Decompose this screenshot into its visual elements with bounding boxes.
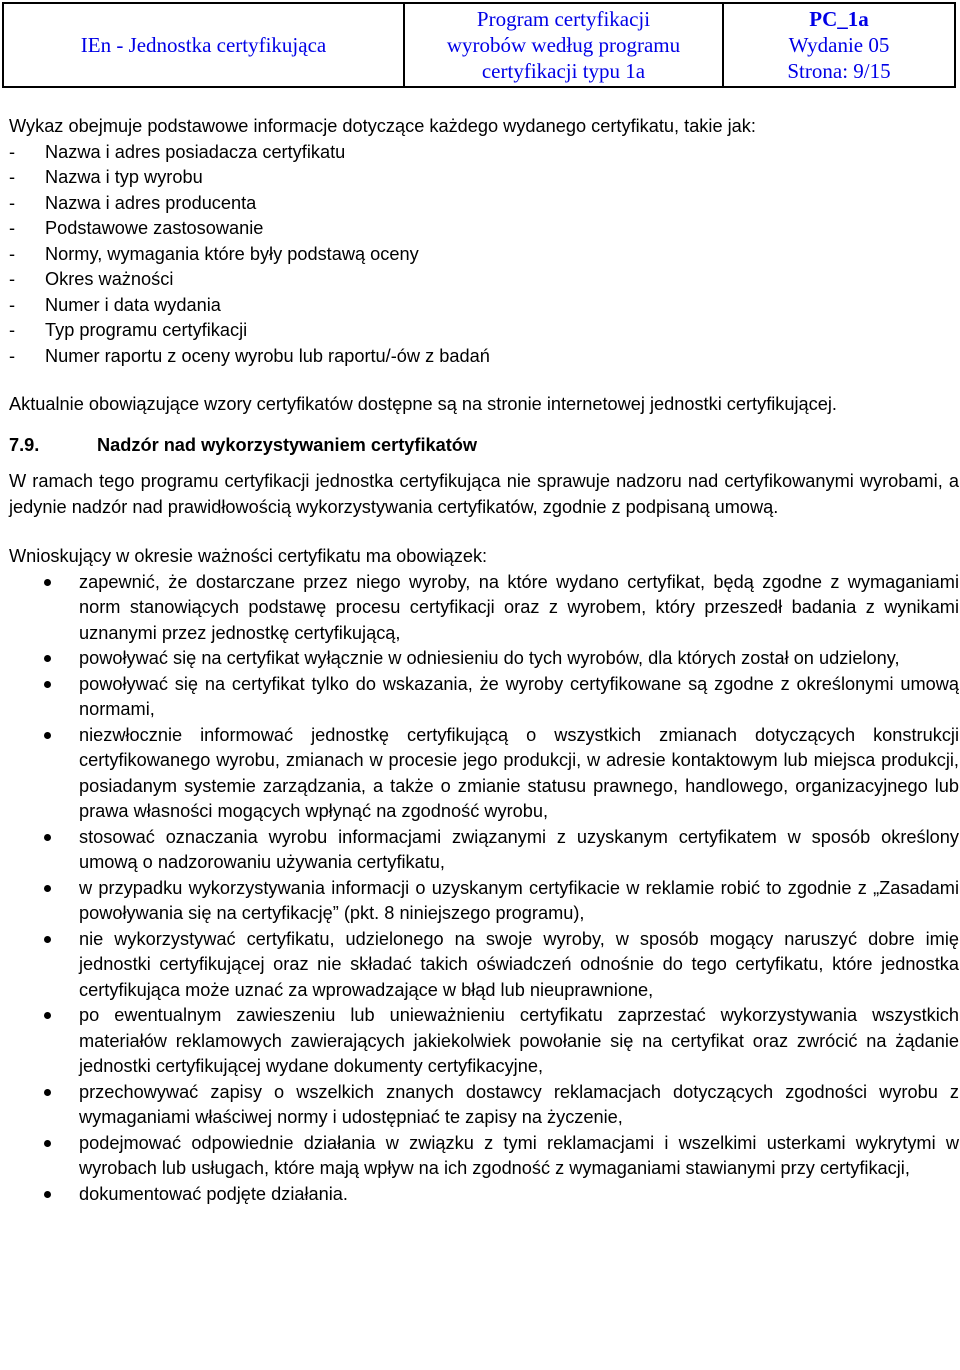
- list-item: [9, 1003, 959, 1080]
- bullet-icon: [9, 1182, 79, 1208]
- list-item: [9, 140, 959, 166]
- program-title: [404, 3, 723, 87]
- dash-marker: -: [9, 192, 16, 213]
- list-item: [9, 876, 959, 927]
- list-item: [9, 1080, 959, 1131]
- bullet-icon: [9, 825, 79, 876]
- bullet-icon: [9, 1003, 79, 1080]
- obligations-intro: Wnioskujący w okresie ważności certyfikatu ma obowiązek:: [9, 546, 488, 566]
- page-number: Strona: 9/15: [787, 59, 891, 83]
- list-item-text: Typ programu certyfikacji: [45, 320, 248, 340]
- program-title-line: certyfikacji typu 1a: [481, 59, 646, 83]
- section-heading: [9, 433, 959, 459]
- program-title-line: wyrobów według programu: [446, 33, 681, 57]
- obligation-text: podejmować odpowiednie działania w związku z tymi reklamacjami i wszelkimi usterkami wykrytymi w wyrobach lub usługach, które mają wpływ na ich zgodność z wymaganiami stawianymi przy certyfikacji,: [79, 1132, 959, 1178]
- program-title-line: Program certyfikacji: [476, 7, 651, 31]
- bullet-icon: [9, 927, 79, 1004]
- obligation-text: zapewnić, że dostarczane przez niego wyroby, na które wydano certyfikat, będą zgodne z wymaganiami norm stanowiących podstawę procesu certyfikacji oraz z wyrobem, który przeszedł badania z wynikami uznanymi przez jednostkę certyfikującą,: [79, 571, 959, 643]
- list-item-text: Podstawowe zastosowanie: [45, 218, 264, 238]
- list-item-text: Nazwa i adres posiadacza certyfikatu: [45, 141, 346, 162]
- dash-marker: -: [9, 345, 16, 366]
- list-item: [9, 1131, 959, 1182]
- obligation-text: niezwłocznie informować jednostkę certyfikującą o wszystkich zmianach dotyczących konstrukcji certyfikowanego wyrobu, zmianach w procesie jego produkcji, w adresie kontaktowym lub miejsca produkcji, posiadanym systemie zarządzania, a także o zmianie statusu prawnego, handlowego, organizacyjnego lub prawa własności mogących wpłynąć na zgodność wyrobu,: [79, 724, 959, 821]
- list-item: [9, 672, 959, 723]
- list-item: [9, 267, 959, 293]
- obligation-text: powoływać się na certyfikat tylko do wskazania, że wyroby certyfikowane są zgodne z określonymi umową normami,: [79, 673, 959, 719]
- bullet-icon: [9, 672, 79, 723]
- list-item: [9, 646, 959, 672]
- intro-paragraph: Wykaz obejmuje podstawowe informacje dotyczące każdego wydanego certyfikatu, takie jak:: [9, 116, 756, 136]
- obligation-text: nie wykorzystywać certyfikatu, udzielonego na swoje wyroby, w sposób mogący naruszyć dobre imię jednostki certyfikującej oraz nie składać takich oświadczeń odnośnie do tego certyfikatu, które jednostka certyfikująca może uznać za wprowadzające w błąd lub nieuprawnione,: [79, 928, 959, 1000]
- list-item-text: Normy, wymagania które były podstawą oceny: [45, 243, 419, 264]
- list-item: [9, 344, 959, 370]
- dash-marker: -: [9, 218, 16, 238]
- bullet-icon: [9, 646, 79, 672]
- section-number: 7.9.: [9, 434, 40, 455]
- bullet-icon: [9, 570, 79, 647]
- list-item-text: Numer i data wydania: [45, 294, 221, 315]
- dash-marker: -: [9, 141, 16, 162]
- dash-marker: -: [9, 294, 16, 315]
- obligation-text: dokumentować podjęte działania.: [79, 1183, 348, 1204]
- list-item: [9, 570, 959, 647]
- dash-marker: -: [9, 269, 16, 289]
- bullet-icon: [9, 1131, 79, 1182]
- current-forms-paragraph: Aktualnie obowiązujące wzory certyfikatów dostępne są na stronie internetowej jednostki certyfikującej.: [9, 394, 837, 414]
- dash-marker: -: [9, 243, 16, 264]
- document-body: [9, 114, 959, 1207]
- obligation-text: po ewentualnym zawieszeniu lub unieważnieniu certyfikatu zaprzestać wykorzystywania wszystkich materiałów reklamowych zawierających jakiekolwiek powołanie się na certyfikat oraz zwrócić na żądanie jednostki certyfikującej wydane dokumenty certyfikacyjne,: [79, 1005, 959, 1076]
- bullet-icon: [9, 876, 79, 927]
- list-item: [9, 242, 959, 268]
- document-meta: [723, 3, 955, 87]
- document-code: PC_1a: [809, 7, 869, 31]
- list-item-text: Nazwa i adres producenta: [45, 192, 257, 213]
- bullet-icon: [9, 1080, 79, 1131]
- supervision-paragraph: W ramach tego programu certyfikacji jednostka certyfikująca nie sprawuje nadzoru nad certyfikowanymi wyrobami, a jedynie nadzór nad prawidłowością wykorzystywania certyfikatów, zgodnie z podpisaną umową.: [9, 471, 959, 517]
- obligation-text: powoływać się na certyfikat wyłącznie w odniesieniu do tych wyrobów, dla których został on udzielony,: [79, 648, 900, 668]
- dash-marker: -: [9, 320, 16, 340]
- section-title: Nadzór nad wykorzystywaniem certyfikatów: [97, 434, 478, 455]
- certificate-info-list: [9, 140, 959, 370]
- list-item: [9, 927, 959, 1004]
- document-header: [2, 2, 956, 88]
- list-item: [9, 318, 959, 344]
- dash-marker: -: [9, 167, 16, 187]
- unit-name: IEn - Jednostka certyfikująca: [3, 3, 404, 87]
- list-item: [9, 216, 959, 242]
- obligation-text: stosować oznaczania wyrobu informacjami związanymi z uzyskanym certyfikatem w sposób określony umową o nadzorowaniu używania certyfikatu,: [79, 826, 959, 872]
- list-item: [9, 191, 959, 217]
- list-item: [9, 165, 959, 191]
- edition-number: Wydanie 05: [788, 33, 890, 57]
- list-item: [9, 723, 959, 825]
- list-item-text: Numer raportu z oceny wyrobu lub raportu/-ów z badań: [45, 345, 490, 366]
- bullet-icon: [9, 723, 79, 825]
- obligation-text: przechowywać zapisy o wszelkich znanych dostawcy reklamacjach dotyczących zgodności wyrobu z wymaganiami właściwej normy i udostępniać te zapisy na życzenie,: [79, 1081, 959, 1127]
- list-item: [9, 825, 959, 876]
- obligation-text: w przypadku wykorzystywania informacji o uzyskanym certyfikacie w reklamie robić to zgodnie z „Zasadami powoływania się na certyfikację” (pkt. 8 niniejszego programu),: [79, 877, 959, 923]
- list-item-text: Okres ważności: [45, 269, 174, 289]
- list-item-text: Nazwa i typ wyrobu: [45, 167, 203, 187]
- obligations-list: [9, 570, 959, 1208]
- list-item: [9, 1182, 959, 1208]
- list-item: [9, 293, 959, 319]
